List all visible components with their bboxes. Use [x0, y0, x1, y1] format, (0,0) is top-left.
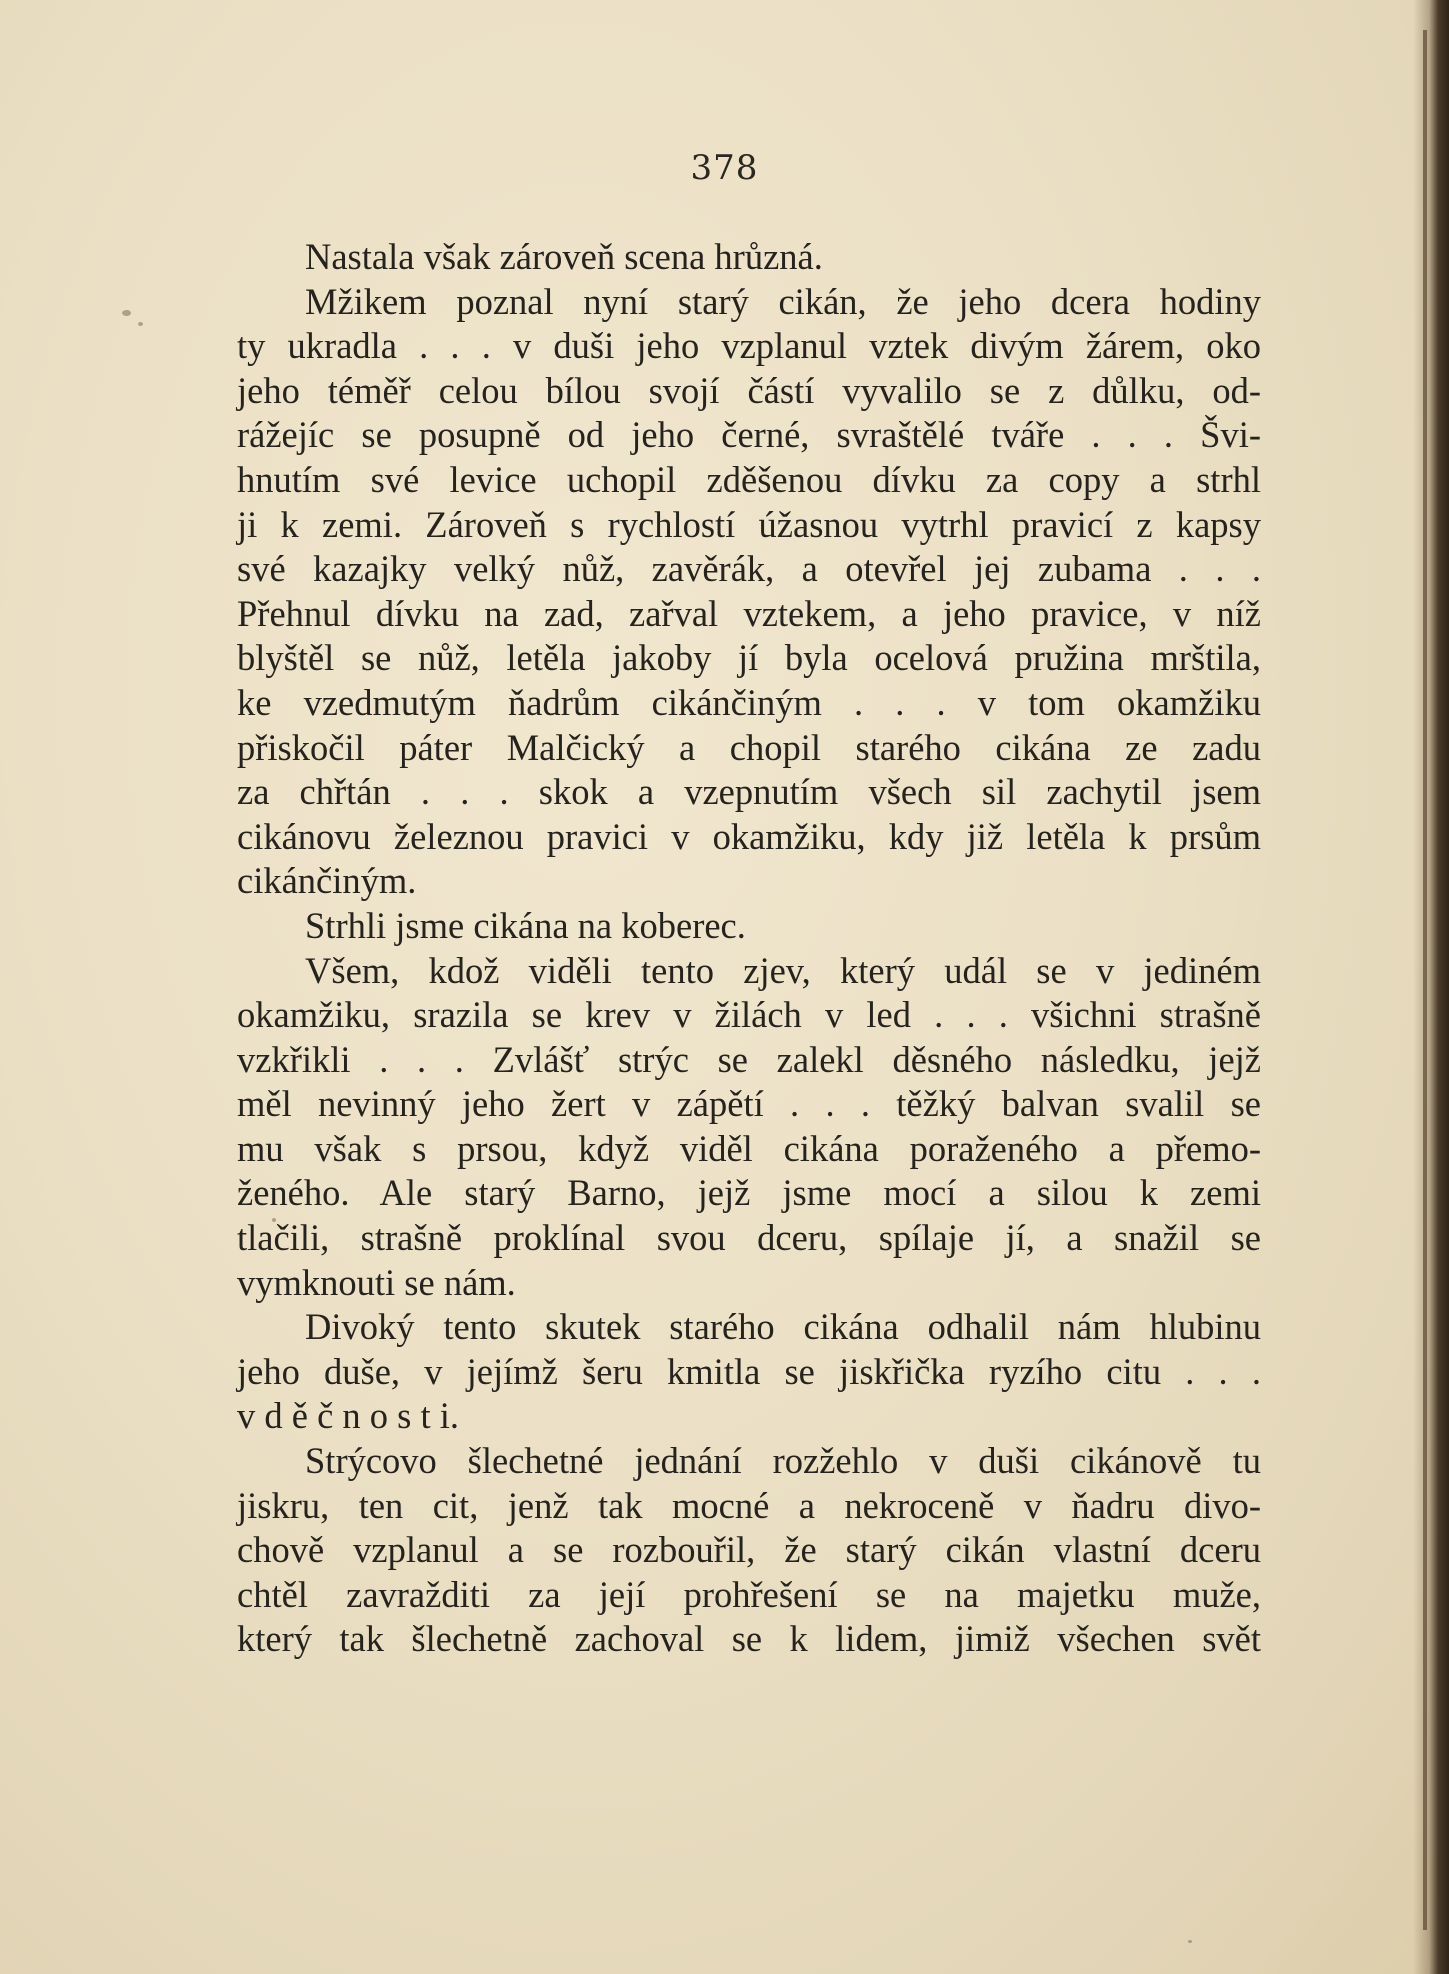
text-line: Všem, kdož viděli tento zjev, který udál se v jediném	[305, 949, 1261, 991]
text-line: v d ě č n o s t i.	[237, 1395, 460, 1437]
text-line: hnutím své levice uchopil zděšenou dívku za copy a strhl	[237, 458, 1261, 500]
text-line: vzkřikli . . . Zvlášť strýc se zalekl děsného následku, jejž	[237, 1038, 1261, 1080]
text-line: chtěl zavražditi za její prohřešení se na majetku muže,	[237, 1573, 1261, 1615]
text-line: ke vzedmutým ňadrům cikánčiným . . . v tom okamžiku	[237, 681, 1261, 723]
text-line: Divoký tento skutek starého cikána odhalil nám hlubinu	[305, 1306, 1261, 1348]
text-line: jeho téměř celou bílou svojí částí vyvalilo se z důlku, od-	[237, 369, 1261, 411]
text-line: ty ukradla . . . v duši jeho vzplanul vztek divým žárem, oko	[237, 325, 1261, 367]
text-line: blyštěl se nůž, letěla jakoby jí byla ocelová pružina mrštila,	[237, 637, 1261, 679]
text-line: za chřtán . . . skok a vzepnutím všech sil zachytil jsem	[237, 771, 1261, 813]
text-line: Strýcovo šlechetné jednání rozžehlo v duši cikánově tu	[305, 1440, 1261, 1482]
binding-gutter-shadow	[1413, 0, 1449, 1974]
text-line: měl nevinný jeho žert v zápětí . . . těžký balvan svalil se	[237, 1083, 1261, 1125]
text-line: tlačili, strašně proklínal svou dceru, spílaje jí, a snažil se	[237, 1217, 1261, 1259]
text-line: rážejíc se posupně od jeho černé, svraštělé tváře . . . Švi-	[237, 414, 1261, 456]
text-line: který tak šlechetně zachoval se k lidem, jimiž všechen svět	[237, 1618, 1261, 1660]
paper-speck	[122, 310, 131, 316]
page-number: 378	[690, 148, 759, 188]
text-line: Přehnul dívku na zad, zařval vztekem, a jeho pravice, v níž	[237, 592, 1261, 634]
text-line: Nastala však zároveň scena hrůzná.	[305, 236, 823, 277]
text-line: okamžiku, srazila se krev v žilách v led . . . všichni strašně	[237, 994, 1261, 1036]
body-text	[237, 235, 1261, 1662]
text-line: Mžikem poznal nyní starý cikán, že jeho dcera hodiny	[305, 280, 1261, 322]
binding-edge	[1423, 30, 1427, 1930]
text-line: chově vzplanul a se rozbouřil, že starý cikán vlastní dceru	[237, 1529, 1261, 1571]
paper-speck	[138, 322, 143, 326]
text-line: jeho duše, v jejímž šeru kmitla se jiskřička ryzího citu . . .	[237, 1350, 1261, 1392]
paper-speck	[1188, 1940, 1192, 1943]
text-line: cikánovu železnou pravici v okamžiku, kdy již letěla k prsům	[237, 815, 1261, 857]
text-line: přiskočil páter Malčický a chopil starého cikána ze zadu	[237, 726, 1261, 768]
text-line: jiskru, ten cit, jenž tak mocné a nekroceně v ňadru divo-	[237, 1484, 1261, 1526]
text-line: mu však s prsou, když viděl cikána poraženého a přemo-	[237, 1127, 1261, 1169]
text-line: vymknouti se nám.	[237, 1261, 516, 1303]
text-line: své kazajky velký nůž, zavěrák, a otevřel jej zubama . . .	[237, 548, 1261, 590]
text-line: cikánčiným.	[237, 860, 417, 902]
text-line: Strhli jsme cikána na koberec.	[305, 904, 746, 946]
text-line: ženého. Ale starý Barno, jejž jsme mocí a silou k zemi	[237, 1172, 1261, 1214]
text-line: ji k zemi. Zároveň s rychlostí úžasnou vytrhl pravicí z kapsy	[237, 503, 1261, 545]
